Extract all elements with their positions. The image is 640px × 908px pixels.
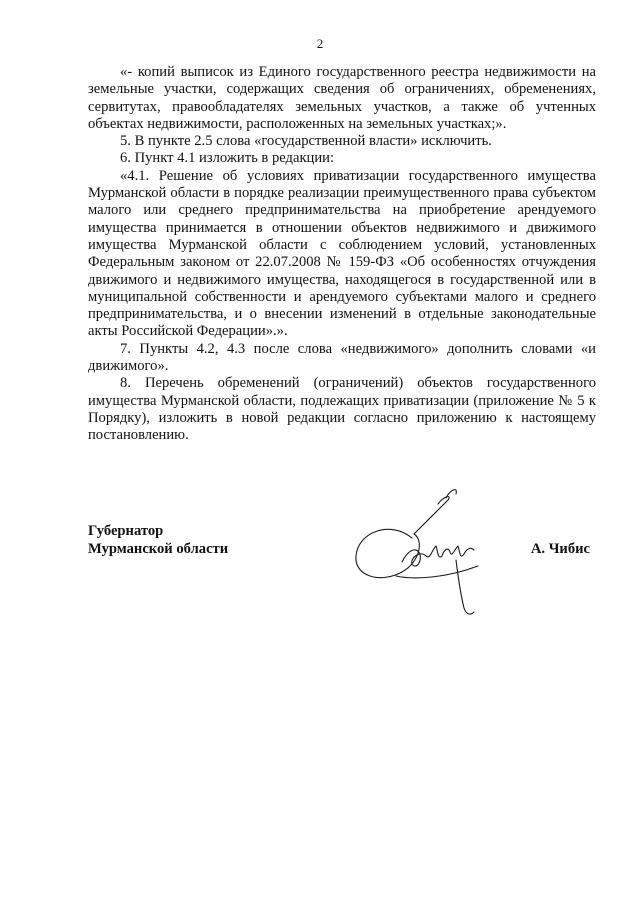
handwritten-signature: [350, 480, 490, 620]
signatory-position-line-2: Мурманской области: [88, 541, 229, 557]
paragraph-item-6: 6. Пункт 4.1 изложить в редакции:: [120, 150, 335, 167]
page-number: 2: [316, 36, 324, 51]
signatory-position-line-1: Губернатор: [88, 523, 164, 539]
document-body: [88, 64, 596, 445]
paragraph-item-7: 7. Пункты 4.2, 4.3 после слова «недвижимого» дополнить словами «и движимого».: [88, 340, 596, 375]
signatory-name: А. Чибис: [530, 541, 590, 557]
signature-block: [88, 522, 596, 612]
paragraph-item-4-1-text: «4.1. Решение об условиях приватизации государственного имущества Мурманской области в порядке реализации преимущественного права субъектом малого или среднего предпринимательства на приобретение арендуемого имущества принимается в отношении объектов недвижимого и движимого имущества Мурманской области с соблюдением условий, установленных Федеральным законом от 22.07.2008 № 159-ФЗ «Об особенностях отчуждения движимого и недвижимого имущества, находящегося в государственной или в муниципальной собственности и арендуемого субъектами малого и среднего предпринимательства, и о внесении изменений в отдельные законодательные акты Российской Федерации».».: [88, 167, 596, 340]
signatory-position: [88, 522, 228, 558]
paragraph-item-5: 5. В пункте 2.5 слова «государственной власти» исключить.: [120, 133, 492, 150]
paragraph-extract-copies: «- копий выписок из Единого государственного реестра недвижимости на земельные участки, содержащих сведения об ограничениях, обременениях, сервитутах, правообладателях земельных участков, а также об учтенных объектах недвижимости, расположенных на земельных участках;».: [88, 64, 596, 132]
paragraph-item-8: 8. Перечень обременений (ограничений) объектов государственного имущества Мурманской области, подлежащих приватизации (приложение № 5 к Порядку), изложить в новой редакции согласно приложению к настоящему постановлению.: [88, 375, 596, 444]
